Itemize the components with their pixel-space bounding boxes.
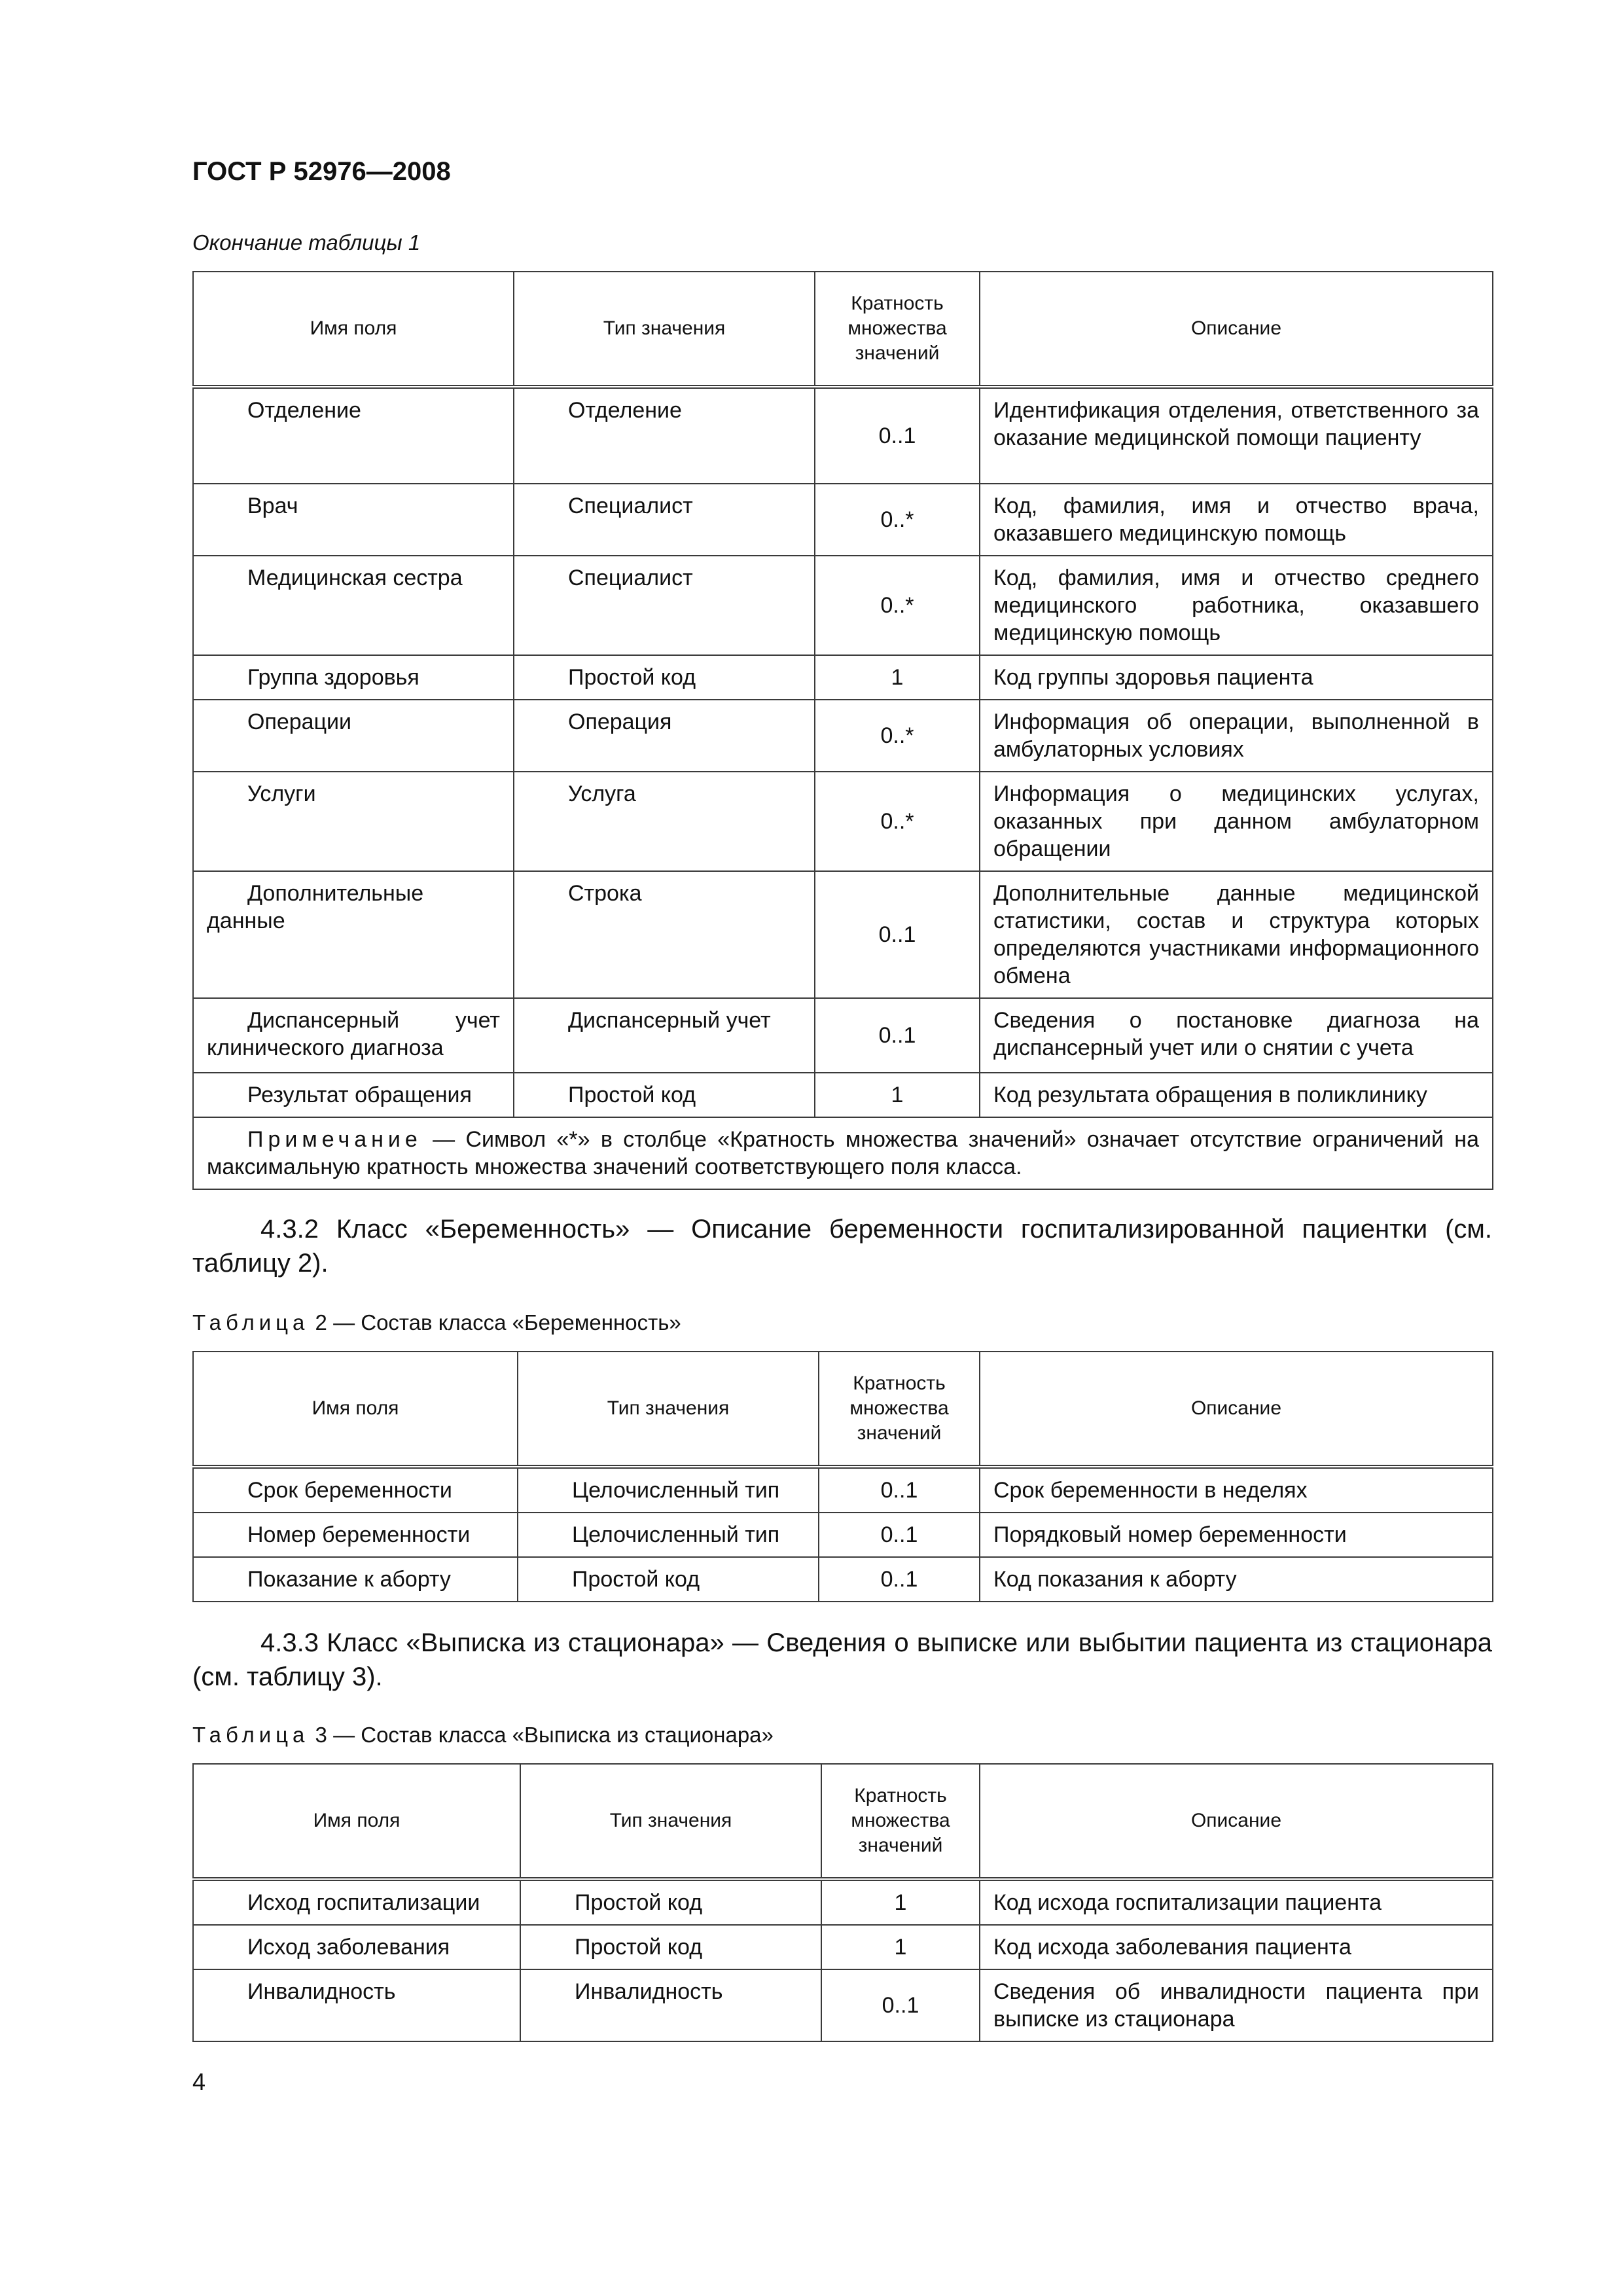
table-note [193,1117,1493,1189]
table1-col-type: Тип значения [514,272,815,387]
field-description: Информация об операции, выполненной в амбулаторных условиях [980,700,1493,772]
table-row [193,700,1493,772]
field-cardinality: 0..* [815,700,980,772]
field-type: Специалист [514,484,815,556]
field-description: Код, фамилия, имя и отчество врача, оказавшего медицинскую помощь [980,484,1493,556]
table3-col-description: Описание [980,1764,1493,1879]
field-name: Инвалидность [193,1969,520,2041]
table-row [193,1513,1493,1557]
field-cardinality: 0..1 [819,1557,980,1602]
field-type: Отделение [514,387,815,484]
section-4-3-3-text: 4.3.3 Класс «Выписка из стационара» — Сведения о выписке или выбытии пациента из стационара (см. таблицу 3). [192,1628,1492,1691]
field-name: Услуги [193,772,514,871]
table2-col-cardinality: Кратность множества значений [819,1352,980,1467]
table-row [193,772,1493,871]
table2-caption-label: Таблица [192,1310,310,1335]
field-cardinality: 0..* [815,484,980,556]
table2-col-description: Описание [980,1352,1493,1467]
table-row [193,655,1493,700]
note-label: Примечание [247,1127,422,1152]
field-description: Код показания к аборту [980,1557,1493,1602]
table3-col-name: Имя поля [193,1764,520,1879]
document-id: ГОСТ Р 52976—2008 [192,157,451,186]
table-row [193,484,1493,556]
table2-caption-rest: 2 — Состав класса «Беременность» [309,1310,681,1335]
field-cardinality: 0..1 [815,998,980,1073]
field-cardinality: 1 [815,1073,980,1117]
field-type: Специалист [514,556,815,655]
table3-col-type: Тип значения [520,1764,821,1879]
field-type: Целочисленный тип [518,1513,819,1557]
field-name: Отделение [193,387,514,484]
table1 [192,271,1493,1190]
field-name: Исход заболевания [193,1925,520,1969]
field-name: Врач [193,484,514,556]
table3-col-cardinality: Кратность множества значений [821,1764,980,1879]
field-type: Услуга [514,772,815,871]
field-cardinality: 0..1 [815,871,980,998]
field-description: Срок беременности в неделях [980,1467,1493,1513]
field-name: Медицинская сестра [193,556,514,655]
field-description: Идентификация отделения, ответственного за оказание медицинской помощи пациенту [980,387,1493,484]
field-name: Срок беременности [193,1467,518,1513]
field-type: Операция [514,700,815,772]
field-cardinality: 1 [815,655,980,700]
field-name: Дополнительные данные [193,871,514,998]
field-type: Простой код [518,1557,819,1602]
field-name: Группа здоровья [193,655,514,700]
table-row [193,998,1493,1073]
table-note-row [193,1117,1493,1189]
table3 [192,1763,1493,2042]
field-cardinality: 0..* [815,556,980,655]
field-description: Код исхода госпитализации пациента [980,1879,1493,1925]
field-description: Порядковый номер беременности [980,1513,1493,1557]
field-type: Диспансерный учет [514,998,815,1073]
table-row [193,871,1493,998]
field-cardinality: 0..1 [819,1513,980,1557]
field-cardinality: 0..* [815,772,980,871]
field-cardinality: 0..1 [821,1969,980,2041]
field-name: Результат обращения [193,1073,514,1117]
table2 [192,1351,1493,1602]
field-description: Код результата обращения в поликлинику [980,1073,1493,1117]
field-type: Простой код [514,1073,815,1117]
table-row [193,1925,1493,1969]
field-type: Простой код [520,1925,821,1969]
table-row [193,1073,1493,1117]
table3-header-row [193,1764,1493,1879]
table3-caption-label: Таблица [192,1723,310,1747]
field-description: Информация о медицинских услугах, оказанных при данном амбулаторном обращении [980,772,1493,871]
field-description: Сведения о постановке диагноза на диспансерный учет или о снятии с учета [980,998,1493,1073]
note-text: — Символ «*» в столбце «Кратность множества значений» означает отсутствие ограничений на максимальную кратность множества значений соответствующего поля класса. [207,1127,1479,1179]
table-row [193,1467,1493,1513]
table-row [193,1557,1493,1602]
field-name: Диспансерный учет клинического диагноза [193,998,514,1073]
table2-col-name: Имя поля [193,1352,518,1467]
table1-col-description: Описание [980,272,1493,387]
field-description: Код исхода заболевания пациента [980,1925,1493,1969]
table1-header-row [193,272,1493,387]
table-row [193,387,1493,484]
field-name: Операции [193,700,514,772]
field-name: Исход госпитализации [193,1879,520,1925]
table2-col-type: Тип значения [518,1352,819,1467]
table2-caption [192,1310,681,1335]
table3-caption-rest: 3 — Состав класса «Выписка из стационара» [309,1723,774,1747]
field-type: Строка [514,871,815,998]
table-row [193,1969,1493,2041]
field-cardinality: 0..1 [819,1467,980,1513]
table2-header-row [193,1352,1493,1467]
table1-caption: Окончание таблицы 1 [192,230,421,255]
field-name: Номер беременности [193,1513,518,1557]
field-type: Целочисленный тип [518,1467,819,1513]
field-cardinality: 1 [821,1925,980,1969]
table-row [193,1879,1493,1925]
field-description: Код группы здоровья пациента [980,655,1493,700]
table-row [193,556,1493,655]
field-type: Инвалидность [520,1969,821,2041]
section-4-3-2-text: 4.3.2 Класс «Беременность» — Описание беременности госпитализированной пациентки (см. таблицу 2). [192,1215,1492,1278]
table3-caption [192,1723,774,1748]
field-description: Сведения об инвалидности пациента при выписке из стационара [980,1969,1493,2041]
field-type: Простой код [520,1879,821,1925]
field-cardinality: 0..1 [815,387,980,484]
field-description: Дополнительные данные медицинской статистики, состав и структура которых определяются участниками информационного обмена [980,871,1493,998]
table1-col-cardinality: Кратность множества значений [815,272,980,387]
field-type: Простой код [514,655,815,700]
field-name: Показание к аборту [193,1557,518,1602]
page-number: 4 [192,2068,206,2095]
field-description: Код, фамилия, имя и отчество среднего медицинского работника, оказавшего медицинскую помощь [980,556,1493,655]
field-cardinality: 1 [821,1879,980,1925]
table1-col-name: Имя поля [193,272,514,387]
